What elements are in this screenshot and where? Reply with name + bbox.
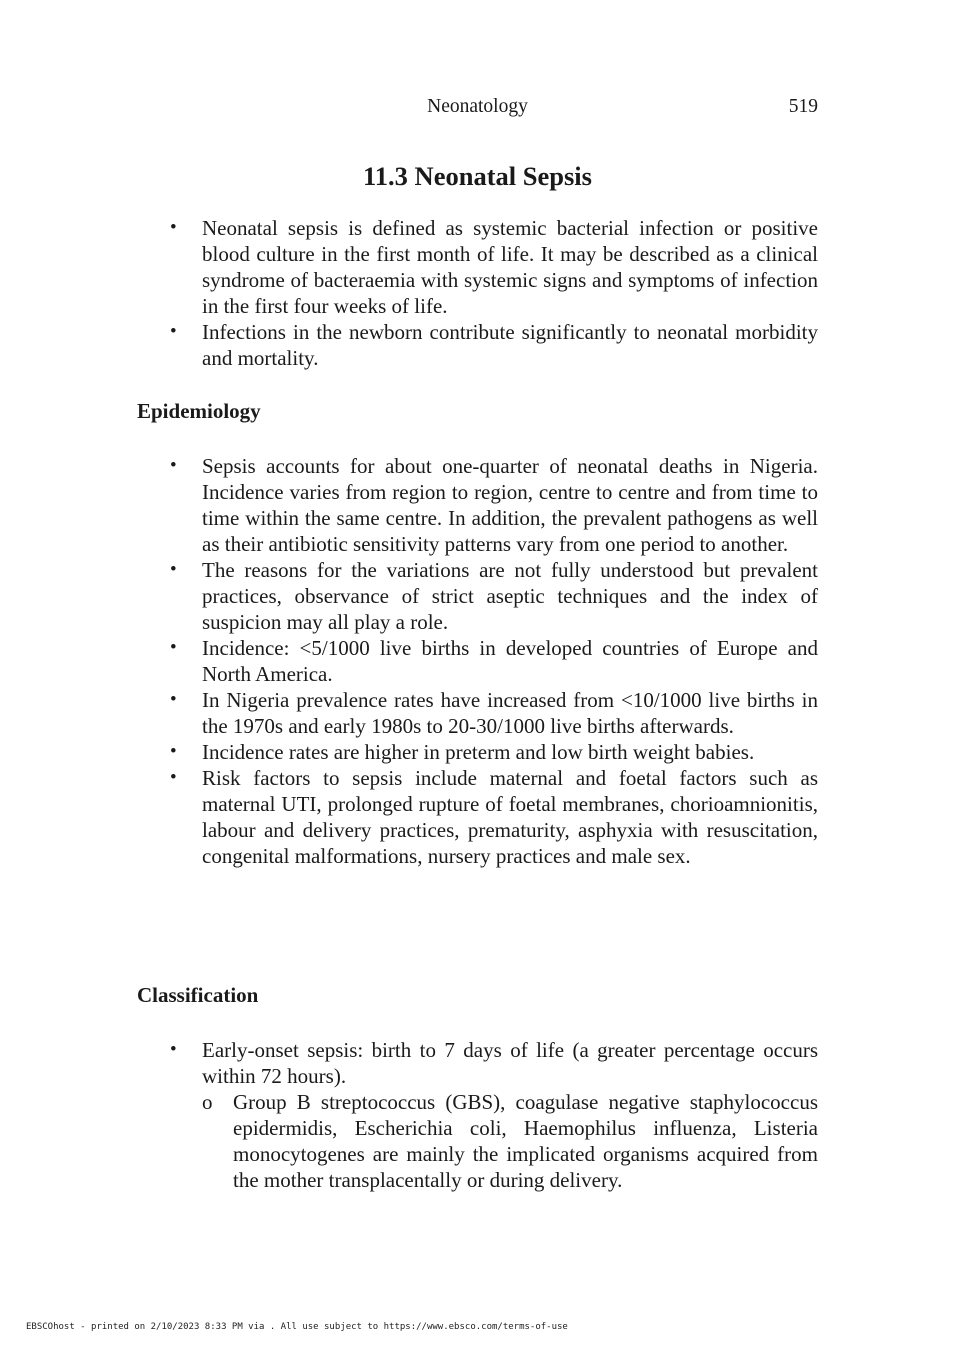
list-item-text: Sepsis accounts for about one-quarter of neonatal deaths in Nigeria. Incidence varies from region to region, centre to centre and from time to time within the same centre. In addition, the prevalent pathogens as well as their antibiotic sensitivity patterns vary from one period to another.	[202, 454, 818, 556]
list-item-text: Infections in the newborn contribute significantly to neonatal morbidity and mortality.	[202, 320, 818, 370]
classification-heading: Classification	[137, 983, 259, 1007]
bullet-icon: •	[170, 767, 177, 788]
print-footer: EBSCOhost - printed on 2/10/2023 8:33 PM via . All use subject to https://www.ebsco.com/terms-of-use	[26, 1322, 568, 1332]
running-header	[137, 96, 818, 122]
epidemiology-list	[137, 453, 818, 869]
bullet-icon: •	[170, 455, 177, 476]
page-number: 519	[788, 96, 818, 117]
list-item	[137, 319, 818, 371]
list-item	[137, 739, 818, 765]
list-item	[137, 453, 818, 557]
list-item	[137, 765, 818, 869]
list-item	[137, 687, 818, 739]
sub-list-item	[202, 1089, 818, 1193]
list-item-text: Incidence rates are higher in preterm and low birth weight babies.	[202, 740, 755, 764]
list-item-text: The reasons for the variations are not fully understood but prevalent practices, observance of strict aseptic techniques and the index of suspicion may all play a role.	[202, 558, 818, 634]
sub-list-item-text: Group B streptococcus (GBS), coagulase negative staphylococcus epidermidis, Escherichia coli, Haemophilus influenza, Listeria monocytogenes are mainly the implicated organisms acquired from the mother transplacentally or during delivery.	[233, 1090, 818, 1192]
intro-list	[137, 215, 818, 371]
classification-sub-list	[202, 1089, 818, 1193]
running-header-section: Neonatology	[427, 96, 528, 117]
bullet-icon: •	[170, 321, 177, 342]
classification-list	[137, 1037, 818, 1193]
classification-section	[137, 1037, 818, 1193]
chapter-title: 11.3 Neonatal Sepsis	[363, 161, 592, 191]
bullet-icon: •	[170, 1039, 177, 1060]
list-item-text: Incidence: <5/1000 live births in developed countries of Europe and North America.	[202, 636, 818, 686]
hollow-bullet-icon: o	[202, 1090, 213, 1114]
list-item-text: Neonatal sepsis is defined as systemic bacterial infection or positive blood culture in the first month of life. It may be described as a clinical syndrome of bacteraemia with systemic signs and symptoms of infection in the first four weeks of life.	[202, 216, 818, 318]
epidemiology-heading: Epidemiology	[137, 399, 261, 423]
epidemiology-section	[137, 453, 818, 869]
intro-section	[137, 215, 818, 371]
list-item	[137, 215, 818, 319]
list-item-text: Early-onset sepsis: birth to 7 days of life (a greater percentage occurs within 72 hours).	[202, 1038, 818, 1088]
bullet-icon: •	[170, 689, 177, 710]
list-item	[137, 557, 818, 635]
bullet-icon: •	[170, 741, 177, 762]
bullet-icon: •	[170, 217, 177, 238]
bullet-icon: •	[170, 637, 177, 658]
list-item-text: In Nigeria prevalence rates have increased from <10/1000 live births in the 1970s and early 1980s to 20-30/1000 live births afterwards.	[202, 688, 818, 738]
list-item	[137, 635, 818, 687]
bullet-icon: •	[170, 559, 177, 580]
list-item	[137, 1037, 818, 1193]
list-item-text: Risk factors to sepsis include maternal and foetal factors such as maternal UTI, prolonged rupture of foetal membranes, chorioamnionitis, labour and delivery practices, prematurity, asphyxia with resuscitation, congenital malformations, nursery practices and male sex.	[202, 766, 818, 868]
